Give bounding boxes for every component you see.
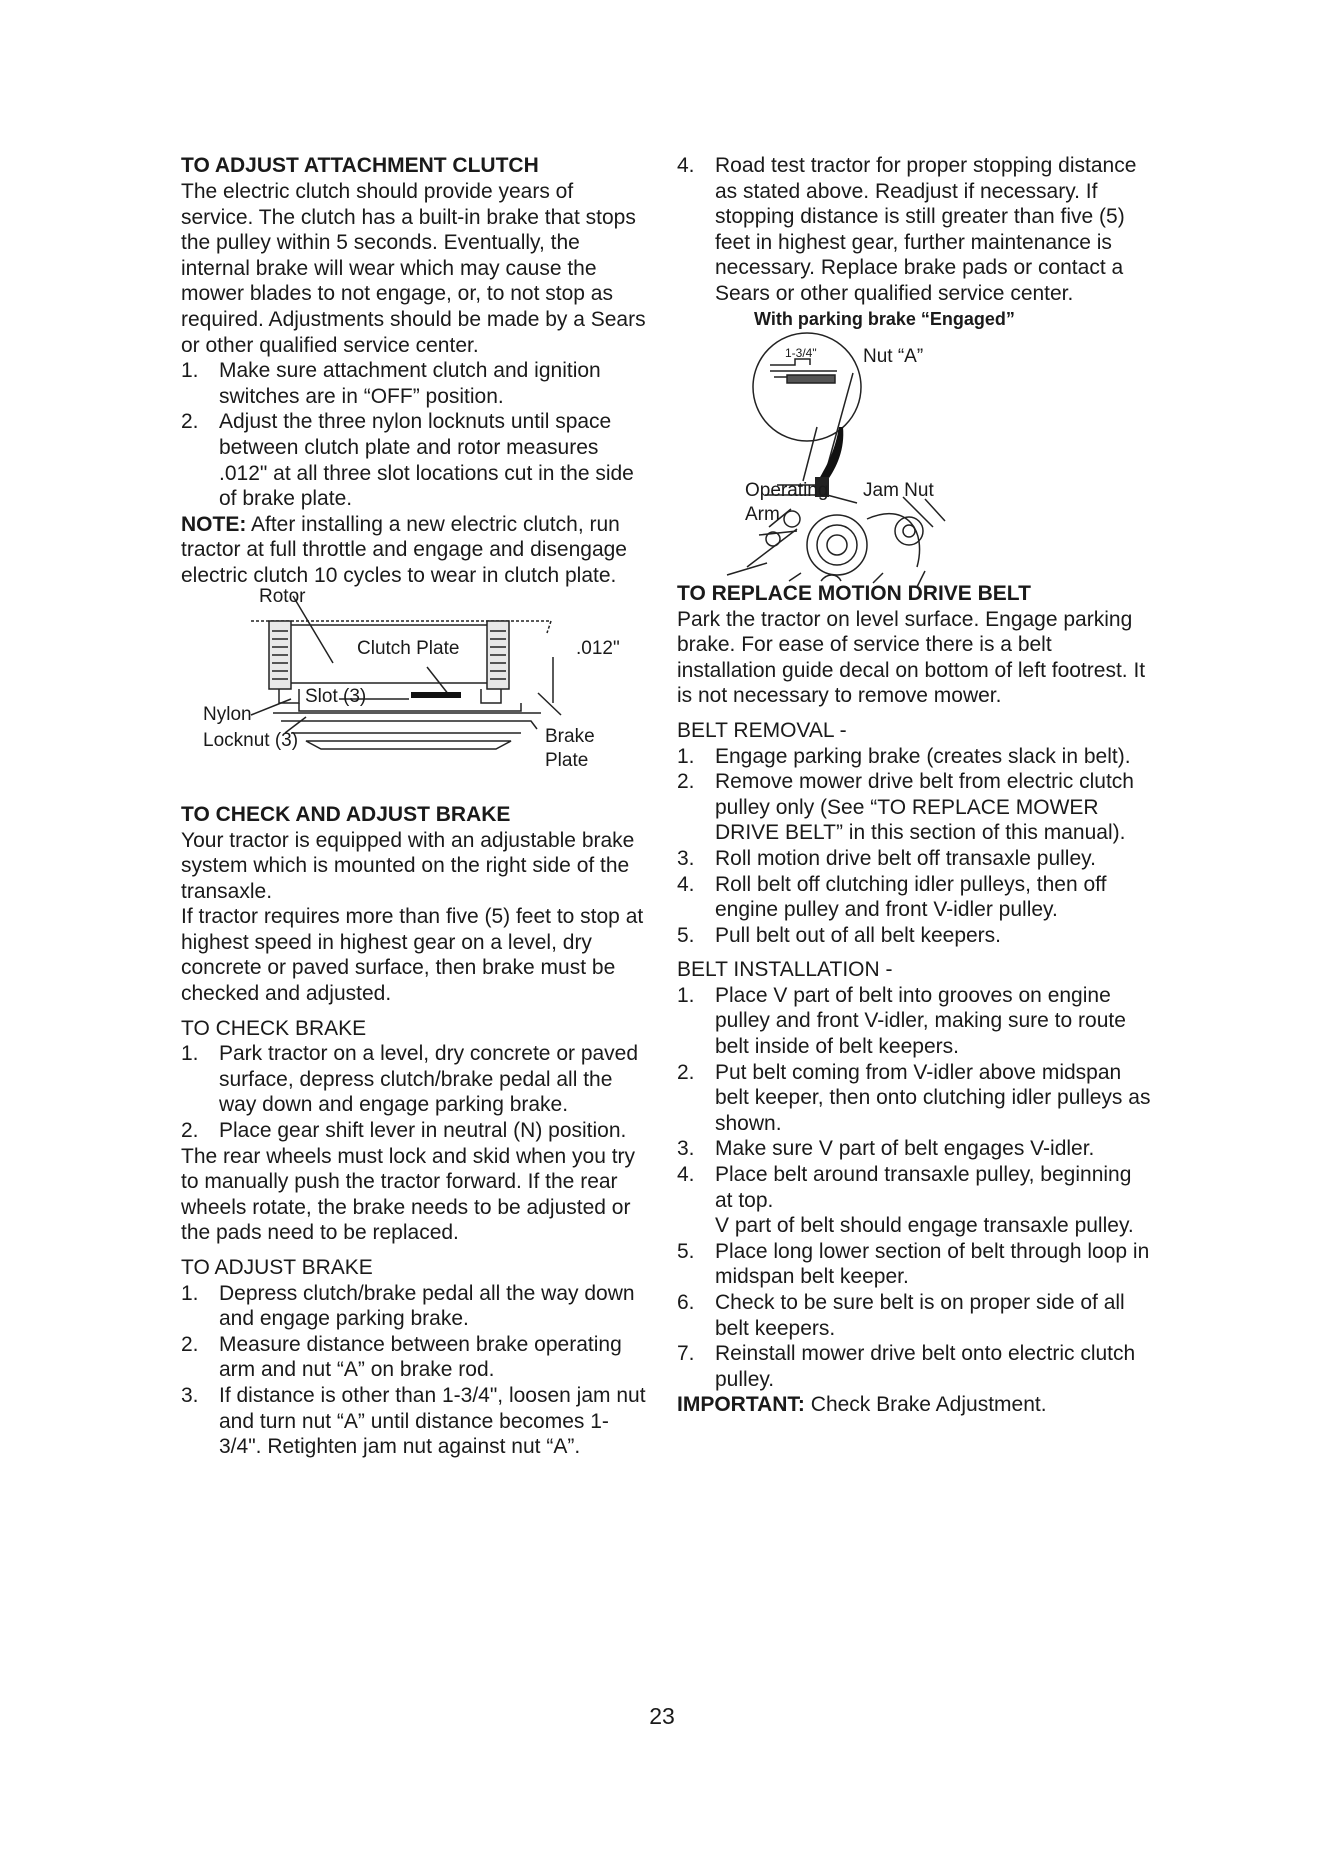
list-item <box>181 1332 651 1383</box>
step-text: Pull belt out of all belt keepers. <box>715 923 1002 947</box>
list-item <box>677 1162 1152 1239</box>
step-number: 1. <box>677 983 695 1007</box>
step-text: Check to be sure belt is on proper side of all belt keepers. <box>715 1291 1125 1340</box>
step-text: Park tractor on a level, dry concrete or paved surface, depress clutch/brake pedal all the way down and engage parking brake. <box>219 1042 639 1117</box>
locknut-label: Locknut (3) <box>203 729 299 751</box>
list-item <box>677 923 1152 949</box>
step-number: 2. <box>677 770 695 794</box>
list-item <box>181 409 651 511</box>
step-number: 1. <box>181 359 199 383</box>
step-number: 7. <box>677 1342 695 1366</box>
check-brake-title: TO CHECK BRAKE <box>181 1016 367 1040</box>
nylon-label: Nylon <box>203 703 252 725</box>
slot-label: Slot (3) <box>305 685 367 707</box>
brake-heading: TO CHECK AND ADJUST BRAKE <box>181 802 511 826</box>
list-item <box>181 358 651 409</box>
list-item <box>181 1383 651 1460</box>
list-item <box>677 769 1152 846</box>
step-text: Place gear shift lever in neutral (N) position. <box>219 1119 627 1143</box>
step-number: 2. <box>181 1332 199 1356</box>
important-paragraph <box>677 1392 1152 1418</box>
clutch-diagram <box>181 585 651 791</box>
list-item <box>677 1341 1152 1392</box>
step-text: Depress clutch/brake pedal all the way down and engage parking brake. <box>219 1281 635 1331</box>
important-text: Check Brake Adjustment. <box>804 1393 1047 1417</box>
note-paragraph <box>181 512 651 589</box>
step-number: 3. <box>677 1137 695 1161</box>
step-number: 3. <box>677 846 695 870</box>
operating-label: Operating <box>745 479 829 501</box>
list-item <box>181 1118 651 1144</box>
note-text: After installing a new electric clutch, run tractor at full throttle and engage and disengage electric clutch 10 cycles to wear in clutch plate. <box>181 512 627 587</box>
attachment-clutch-heading: TO ADJUST ATTACHMENT CLUTCH <box>181 154 539 177</box>
step-number: 5. <box>677 1239 695 1263</box>
step-number: 4. <box>677 1163 695 1187</box>
step-number: 2. <box>677 1060 695 1084</box>
brake-figure-caption: With parking brake “Engaged” <box>754 308 1015 329</box>
step-number: 1. <box>677 744 695 768</box>
list-item <box>677 1136 1152 1162</box>
step-number: 1. <box>181 1042 199 1066</box>
belt-installation-title: BELT INSTALLATION - <box>677 958 893 982</box>
note-label: NOTE: <box>181 512 247 536</box>
important-label: IMPORTANT: <box>677 1393 805 1417</box>
jam-nut-label: Jam Nut <box>863 479 934 501</box>
list-item <box>677 1290 1152 1341</box>
step-number: 4. <box>677 872 695 896</box>
left-column <box>181 153 651 1460</box>
step-text: Remove mower drive belt from electric clutch pulley only (See “TO REPLACE MOWER DRIVE BELT” in this section of this manual). <box>715 770 1134 845</box>
plate-label: Plate <box>545 749 589 771</box>
attachment-clutch-intro: The electric clutch should provide years of service. The clutch has a built-in brake that stops the pulley within 5 seconds. Eventually, the internal brake will wear which may cause the mower blades to not engage, or, to not stop as required. Adjustments should be made by a Sears or other qualified service center. <box>181 180 646 357</box>
step-text: Put belt coming from V-idler above midspan belt keeper, then onto clutching idler pulleys as shown. <box>715 1060 1151 1135</box>
list-item <box>677 1060 1152 1137</box>
list-item <box>677 983 1152 1060</box>
brake-intro: Your tractor is equipped with an adjustable brake system which is mounted on the right side of the transaxle. <box>181 828 635 903</box>
list-item <box>181 1281 651 1332</box>
brake-illustration <box>677 331 1152 589</box>
step-text: Reinstall mower drive belt onto electric clutch pulley. <box>715 1342 1136 1391</box>
list-item <box>181 1041 651 1118</box>
motion-belt-intro: Park the tractor on level surface. Engage parking brake. For ease of service there is a belt installation guide decal on bottom of left footrest. It is not necessary to remove mower. <box>677 607 1146 708</box>
list-item <box>677 153 1152 307</box>
step-number: 4. <box>677 154 695 177</box>
rear-wheels-paragraph: The rear wheels must lock and skid when you try to manually push the tractor forward. If the rear wheels rotate, the brake needs to be adjusted or the pads need to be replaced. <box>181 1144 636 1245</box>
step-text: Place V part of belt into grooves on engine pulley and front V-idler, making sure to route belt inside of belt keepers. <box>715 983 1126 1059</box>
brake-diagram <box>677 331 1152 589</box>
step-text: Road test tractor for proper stopping distance as stated above. Readjust if necessary. If stopping distance is still greater than five (5) feet in highest gear, further maintenance is necessary. Replace brake pads or contact a Sears or other qualified service center. <box>715 154 1137 305</box>
dimension-label: 1-3/4" <box>785 345 817 360</box>
step-text <box>715 1162 1152 1239</box>
step-text: Engage parking brake (creates slack in belt). <box>715 744 1131 768</box>
motion-belt-heading: TO REPLACE MOTION DRIVE BELT <box>677 581 1031 605</box>
step-number: 6. <box>677 1291 695 1314</box>
nut-a-label: Nut “A” <box>863 345 924 367</box>
step-text: Roll motion drive belt off transaxle pulley. <box>715 846 1096 870</box>
belt-removal-title: BELT REMOVAL - <box>677 718 847 742</box>
step-number: 2. <box>181 410 199 434</box>
step-number: 3. <box>181 1383 199 1407</box>
step-number: 1. <box>181 1281 199 1305</box>
step-text-main: Place belt around transaxle pulley, beginning at top. <box>715 1163 1132 1212</box>
step-text: Roll belt off clutching idler pulleys, then off engine pulley and front V-idler pulley. <box>715 872 1107 922</box>
adjust-brake-title: TO ADJUST BRAKE <box>181 1256 373 1279</box>
list-item <box>677 744 1152 770</box>
step-text: Make sure V part of belt engages V-idler. <box>715 1137 1095 1161</box>
brake-label: Brake <box>545 725 595 747</box>
page-number: 23 <box>649 1703 675 1729</box>
arm-label: Arm <box>745 503 780 525</box>
brake-condition: If tractor requires more than five (5) feet to stop at highest speed in highest gear on a level, dry concrete or paved surface, then brake must be checked and adjusted. <box>181 905 644 1006</box>
step-text: Measure distance between brake operating arm and nut “A” on brake rod. <box>219 1332 622 1382</box>
list-item <box>677 872 1152 923</box>
step-text-extra: V part of belt should engage transaxle pulley. <box>715 1214 1134 1238</box>
step-number: 2. <box>181 1119 199 1143</box>
gap-measurement-label: .012" <box>576 637 620 659</box>
rotor-label: Rotor <box>259 585 306 607</box>
step-text: If distance is other than 1-3/4", loosen jam nut and turn nut “A” until distance becomes 1-3/4". Retighten jam nut against nut “A”. <box>219 1383 646 1459</box>
step-text: Adjust the three nylon locknuts until space between clutch plate and rotor measures .012" at all three slot locations cut in the side of brake plate. <box>219 410 634 511</box>
step-text: Make sure attachment clutch and ignition switches are in “OFF” position. <box>219 359 601 408</box>
step-text: Place long lower section of belt through loop in midspan belt keeper. <box>715 1239 1150 1289</box>
clutch-plate-label: Clutch Plate <box>357 637 460 659</box>
list-item <box>677 846 1152 872</box>
list-item <box>677 1239 1152 1290</box>
right-column <box>677 153 1152 1418</box>
step-number: 5. <box>677 923 695 947</box>
